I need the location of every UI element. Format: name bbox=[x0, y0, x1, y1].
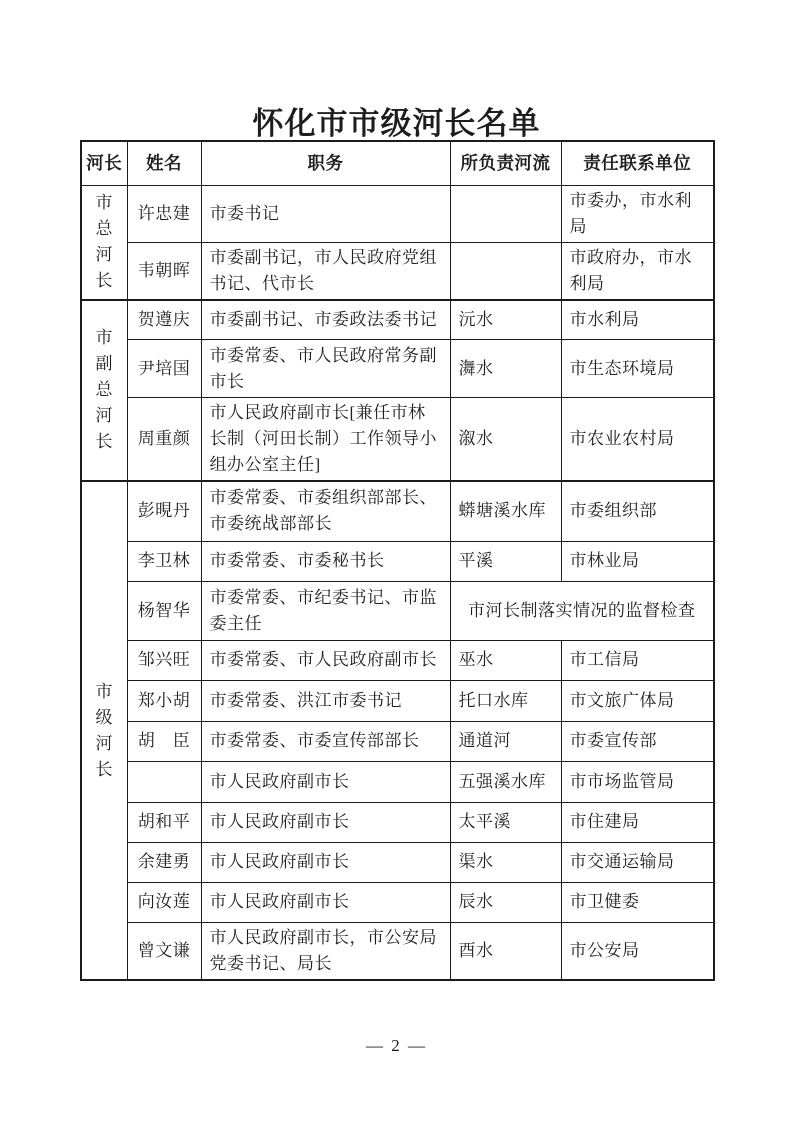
cell-name: 韦朝晖 bbox=[127, 242, 201, 300]
cell-river: 太平溪 bbox=[450, 802, 561, 842]
cell-name: 贺遵庆 bbox=[127, 300, 201, 340]
group-label-deputy-chief: 市副总河长 bbox=[81, 300, 127, 482]
cell-position: 市人民政府副市长，市公安局党委书记、局长 bbox=[201, 922, 450, 980]
table-row bbox=[81, 802, 714, 842]
table-row bbox=[81, 541, 714, 581]
cell-unit: 市公安局 bbox=[561, 922, 714, 980]
table-row bbox=[81, 242, 714, 300]
cell-river: 㵲水 bbox=[450, 340, 561, 398]
group-label-city-level: 市级河长 bbox=[81, 481, 127, 980]
cell-name: 胡 臣 bbox=[127, 721, 201, 761]
cell-unit: 市工信局 bbox=[561, 640, 714, 680]
cell-river: 五强溪水库 bbox=[450, 761, 561, 802]
table-row bbox=[81, 640, 714, 680]
group-label-chief: 市总河长 bbox=[81, 185, 127, 300]
cell-position: 市委常委、洪江市委书记 bbox=[201, 680, 450, 721]
table-row bbox=[81, 882, 714, 922]
river-chief-table bbox=[80, 140, 715, 981]
table-header-row bbox=[81, 141, 714, 185]
cell-river bbox=[450, 185, 561, 242]
cell-position: 市委常委、市委宣传部部长 bbox=[201, 721, 450, 761]
cell-name: 尹培国 bbox=[127, 340, 201, 398]
cell-river: 沅水 bbox=[450, 300, 561, 340]
cell-position: 市人民政府副市长 bbox=[201, 882, 450, 922]
table-row bbox=[81, 842, 714, 882]
cell-name: 李卫林 bbox=[127, 541, 201, 581]
cell-name: 彭晛丹 bbox=[127, 481, 201, 541]
cell-name: 许忠建 bbox=[127, 185, 201, 242]
table-row bbox=[81, 185, 714, 242]
cell-unit: 市委办，市水利局 bbox=[561, 185, 714, 242]
table-row bbox=[81, 398, 714, 482]
cell-name: 郑小胡 bbox=[127, 680, 201, 721]
cell-river: 托口水库 bbox=[450, 680, 561, 721]
table-row bbox=[81, 680, 714, 721]
table-row bbox=[81, 340, 714, 398]
table-row bbox=[81, 581, 714, 640]
cell-name: 周重颜 bbox=[127, 398, 201, 482]
cell-unit: 市委宣传部 bbox=[561, 721, 714, 761]
cell-unit: 市市场监管局 bbox=[561, 761, 714, 802]
cell-position: 市人民政府副市长 bbox=[201, 842, 450, 882]
header-unit: 责任联系单位 bbox=[561, 141, 714, 185]
cell-unit: 市文旅广体局 bbox=[561, 680, 714, 721]
cell-unit: 市卫健委 bbox=[561, 882, 714, 922]
table-row bbox=[81, 481, 714, 541]
header-river: 所负责河流 bbox=[450, 141, 561, 185]
cell-position: 市人民政府副市长 bbox=[201, 802, 450, 842]
cell-river: 辰水 bbox=[450, 882, 561, 922]
cell-unit: 市政府办，市水利局 bbox=[561, 242, 714, 300]
table-row bbox=[81, 300, 714, 340]
cell-unit: 市委组织部 bbox=[561, 481, 714, 541]
cell-position: 市委常委、市纪委书记、市监委主任 bbox=[201, 581, 450, 640]
cell-position: 市委常委、市委秘书长 bbox=[201, 541, 450, 581]
cell-unit: 市水利局 bbox=[561, 300, 714, 340]
cell-position: 市委副书记，市人民政府党组书记、代市长 bbox=[201, 242, 450, 300]
cell-river: 溆水 bbox=[450, 398, 561, 482]
cell-name: 曾文谦 bbox=[127, 922, 201, 980]
cell-supervision-note: 市河长制落实情况的监督检查 bbox=[450, 581, 714, 640]
cell-position: 市委副书记、市委政法委书记 bbox=[201, 300, 450, 340]
cell-river: 渠水 bbox=[450, 842, 561, 882]
cell-river: 酉水 bbox=[450, 922, 561, 980]
page-number: — 2 — bbox=[366, 1036, 427, 1055]
table-row bbox=[81, 721, 714, 761]
cell-name bbox=[127, 761, 201, 802]
cell-name: 胡和平 bbox=[127, 802, 201, 842]
cell-name: 邹兴旺 bbox=[127, 640, 201, 680]
cell-name: 杨智华 bbox=[127, 581, 201, 640]
cell-unit: 市生态环境局 bbox=[561, 340, 714, 398]
cell-unit: 市交通运输局 bbox=[561, 842, 714, 882]
cell-position: 市人民政府副市长[兼任市林长制（河田长制）工作领导小组办公室主任] bbox=[201, 398, 450, 482]
cell-unit: 市住建局 bbox=[561, 802, 714, 842]
header-riverchief: 河长 bbox=[81, 141, 127, 185]
cell-river bbox=[450, 242, 561, 300]
cell-river: 巫水 bbox=[450, 640, 561, 680]
cell-river: 蟒塘溪水库 bbox=[450, 481, 561, 541]
cell-position: 市委常委、市人民政府常务副市长 bbox=[201, 340, 450, 398]
header-name: 姓名 bbox=[127, 141, 201, 185]
cell-unit: 市农业农村局 bbox=[561, 398, 714, 482]
cell-unit: 市林业局 bbox=[561, 541, 714, 581]
cell-name: 向汝莲 bbox=[127, 882, 201, 922]
cell-river: 平溪 bbox=[450, 541, 561, 581]
table-row bbox=[81, 761, 714, 802]
cell-name: 余建勇 bbox=[127, 842, 201, 882]
cell-position: 市人民政府副市长 bbox=[201, 761, 450, 802]
cell-position: 市委常委、市人民政府副市长 bbox=[201, 640, 450, 680]
page-title: 怀化市市级河长名单 bbox=[252, 106, 541, 141]
header-position: 职务 bbox=[201, 141, 450, 185]
cell-position: 市委书记 bbox=[201, 185, 450, 242]
table-row bbox=[81, 922, 714, 980]
cell-position: 市委常委、市委组织部部长、市委统战部部长 bbox=[201, 481, 450, 541]
cell-river: 通道河 bbox=[450, 721, 561, 761]
